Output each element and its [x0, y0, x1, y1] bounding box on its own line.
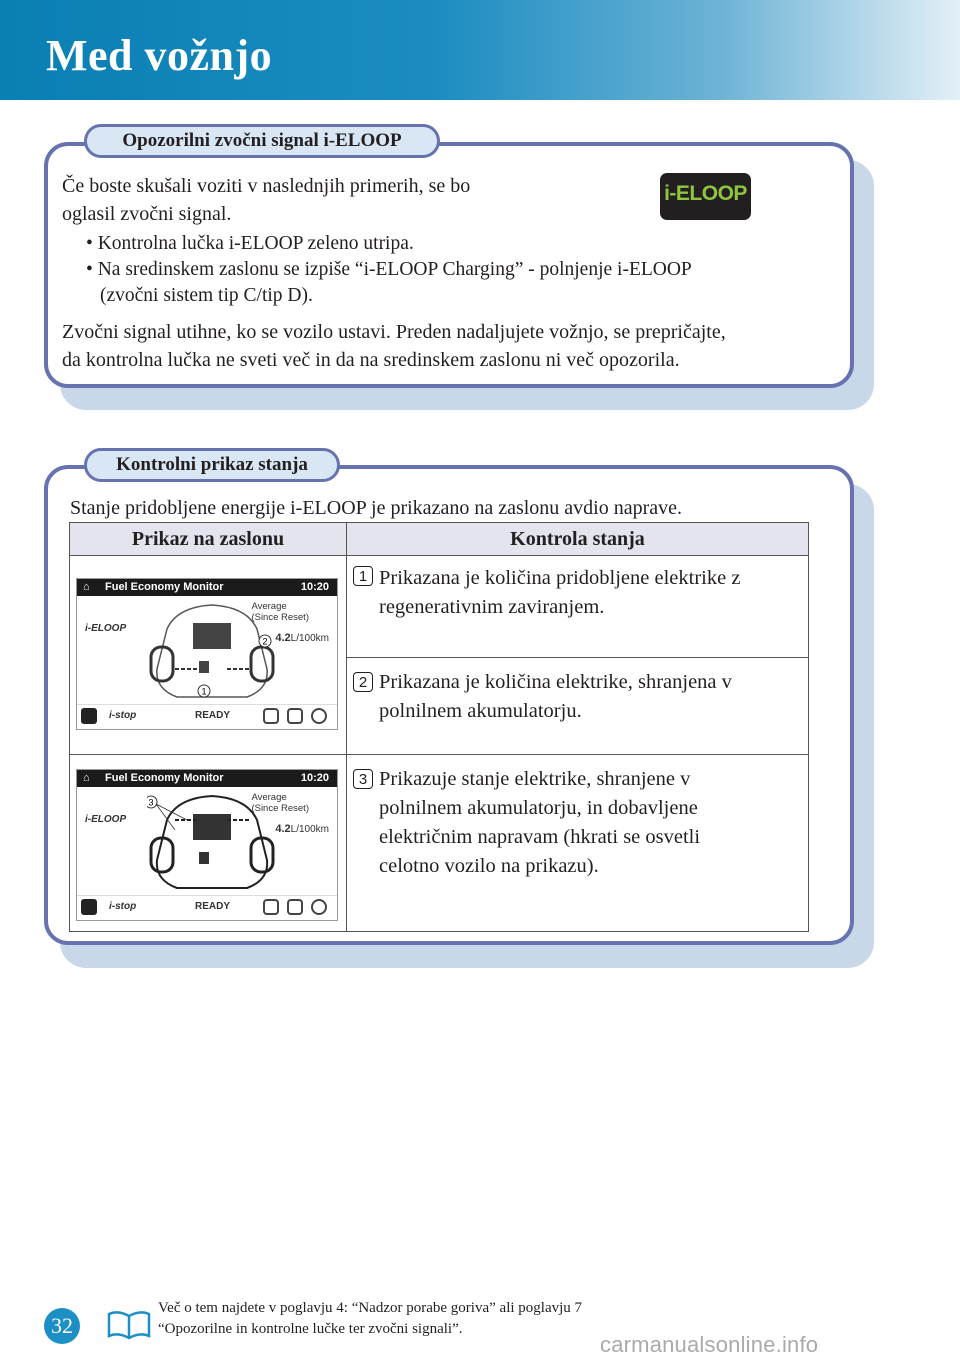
average-label: Average — [251, 601, 287, 612]
status-cell-3 — [347, 755, 809, 932]
screen-average — [251, 601, 309, 623]
screen-title: Fuel Economy Monitor — [105, 772, 224, 784]
callout-2: 2 — [262, 636, 268, 647]
screen-eloop-label: i-ELOOP — [85, 623, 127, 634]
home-icon: ⌂ — [83, 581, 90, 593]
reference-note-line-2: “Opozorilne in kontrolne lučke ter zvočni signali”. — [158, 1321, 463, 1337]
screen-cell-2 — [70, 755, 347, 932]
bullet-blinking-light: • Kontrolna lučka i-ELOOP zeleno utripa. — [86, 233, 414, 254]
home-icon: ⌂ — [83, 772, 90, 784]
status-cell-2 — [347, 657, 809, 755]
item-number-2: 2 — [353, 672, 373, 692]
screen-title: Fuel Economy Monitor — [105, 581, 224, 593]
screen-time: 10:20 — [300, 772, 329, 784]
status-cell-1 — [347, 556, 809, 658]
item-number-1: 1 — [353, 566, 373, 586]
ready-label: READY — [195, 901, 231, 912]
screen-fuel-value: 4.2L/100km — [275, 823, 329, 835]
ready-label: READY — [195, 710, 231, 721]
callout-3: 3 — [148, 797, 154, 808]
since-reset-label: (Since Reset) — [251, 803, 309, 814]
tire-icon — [311, 708, 327, 724]
screen-footer — [77, 895, 337, 920]
status-desc-3: Prikazuje stanje elektrike, shranjene v polnilnem akumulatorju, in dobavljene električnim napravam (hkrati se osvetli celotno vozilo na prikazu). — [379, 768, 701, 877]
intro-line-1: Če boste skušali voziti v naslednjih primerih, se bo — [62, 175, 471, 197]
watermark: carmanualsonline.info — [600, 1332, 819, 1357]
status-desc-2: Prikazana je količina elektrike, shranjena v polnilnem akumulatorju. — [379, 670, 732, 722]
engine-icon — [263, 708, 279, 724]
book-reference-icon — [106, 1310, 152, 1340]
page-title: Med vožnjo — [46, 31, 273, 80]
battery-icon — [287, 708, 303, 724]
since-reset-label: (Since Reset) — [251, 612, 309, 623]
outro-line-2: da kontrolna lučka ne sveti več in da na sredinskem zaslonu ni več opozorila. — [62, 349, 680, 371]
engine-icon — [263, 899, 279, 915]
page-number: 32 — [44, 1308, 80, 1344]
screen-footer — [77, 704, 337, 729]
status-table — [69, 522, 809, 932]
page-header — [0, 0, 960, 100]
screen-fuel-value: 4.2L/100km — [275, 632, 329, 644]
i-eloop-indicator-icon: i-ELOOP — [660, 173, 751, 220]
tab-status-display: Kontrolni prikaz stanja — [84, 448, 340, 482]
istop-label: i-stop — [109, 710, 137, 721]
bullet-charging-message: • Na sredinskem zaslonu se izpiše “i-ELOOP Charging” - polnjenje i-ELOOP — [86, 259, 692, 280]
reference-note — [158, 1298, 582, 1340]
fuel-monitor-screen-2 — [76, 769, 338, 921]
col-header-display: Prikaz na zaslonu — [70, 523, 347, 556]
reference-note-line-1: Več o tem najdete v poglavju 4: “Nadzor porabe goriva” ali poglavju 7 — [158, 1300, 583, 1316]
screen-titlebar — [77, 579, 337, 596]
intro-line-2: oglasil zvočni signal. — [62, 203, 232, 225]
screen-average — [251, 792, 309, 814]
bullet-charging-message-cont: (zvočni sistem tip C/tip D). — [100, 285, 313, 306]
screen-titlebar — [77, 770, 337, 787]
fuel-monitor-screen-1 — [76, 578, 338, 730]
battery-icon — [287, 899, 303, 915]
outro-line-1: Zvočni signal utihne, ko se vozilo ustavi. Preden nadaljujete vožnjo, se prepričajte, — [62, 321, 726, 343]
average-label: Average — [251, 792, 287, 803]
screen-time: 10:20 — [300, 581, 329, 593]
tab-warning-signal: Opozorilni zvočni signal i-ELOOP — [84, 124, 440, 158]
callout-1: 1 — [201, 686, 207, 697]
up-button-icon — [81, 899, 97, 915]
screen-cell-1 — [70, 556, 347, 755]
col-header-status: Kontrola stanja — [347, 523, 809, 556]
screen-eloop-label: i-ELOOP — [85, 814, 127, 825]
tire-icon — [311, 899, 327, 915]
status-intro: Stanje pridobljene energije i-ELOOP je prikazano na zaslonu avdio naprave. — [70, 497, 683, 519]
item-number-3: 3 — [353, 769, 373, 789]
status-desc-1: Prikazana je količina pridobljene elektrike z regenerativnim zaviranjem. — [379, 567, 741, 618]
istop-label: i-stop — [109, 901, 137, 912]
up-button-icon — [81, 708, 97, 724]
